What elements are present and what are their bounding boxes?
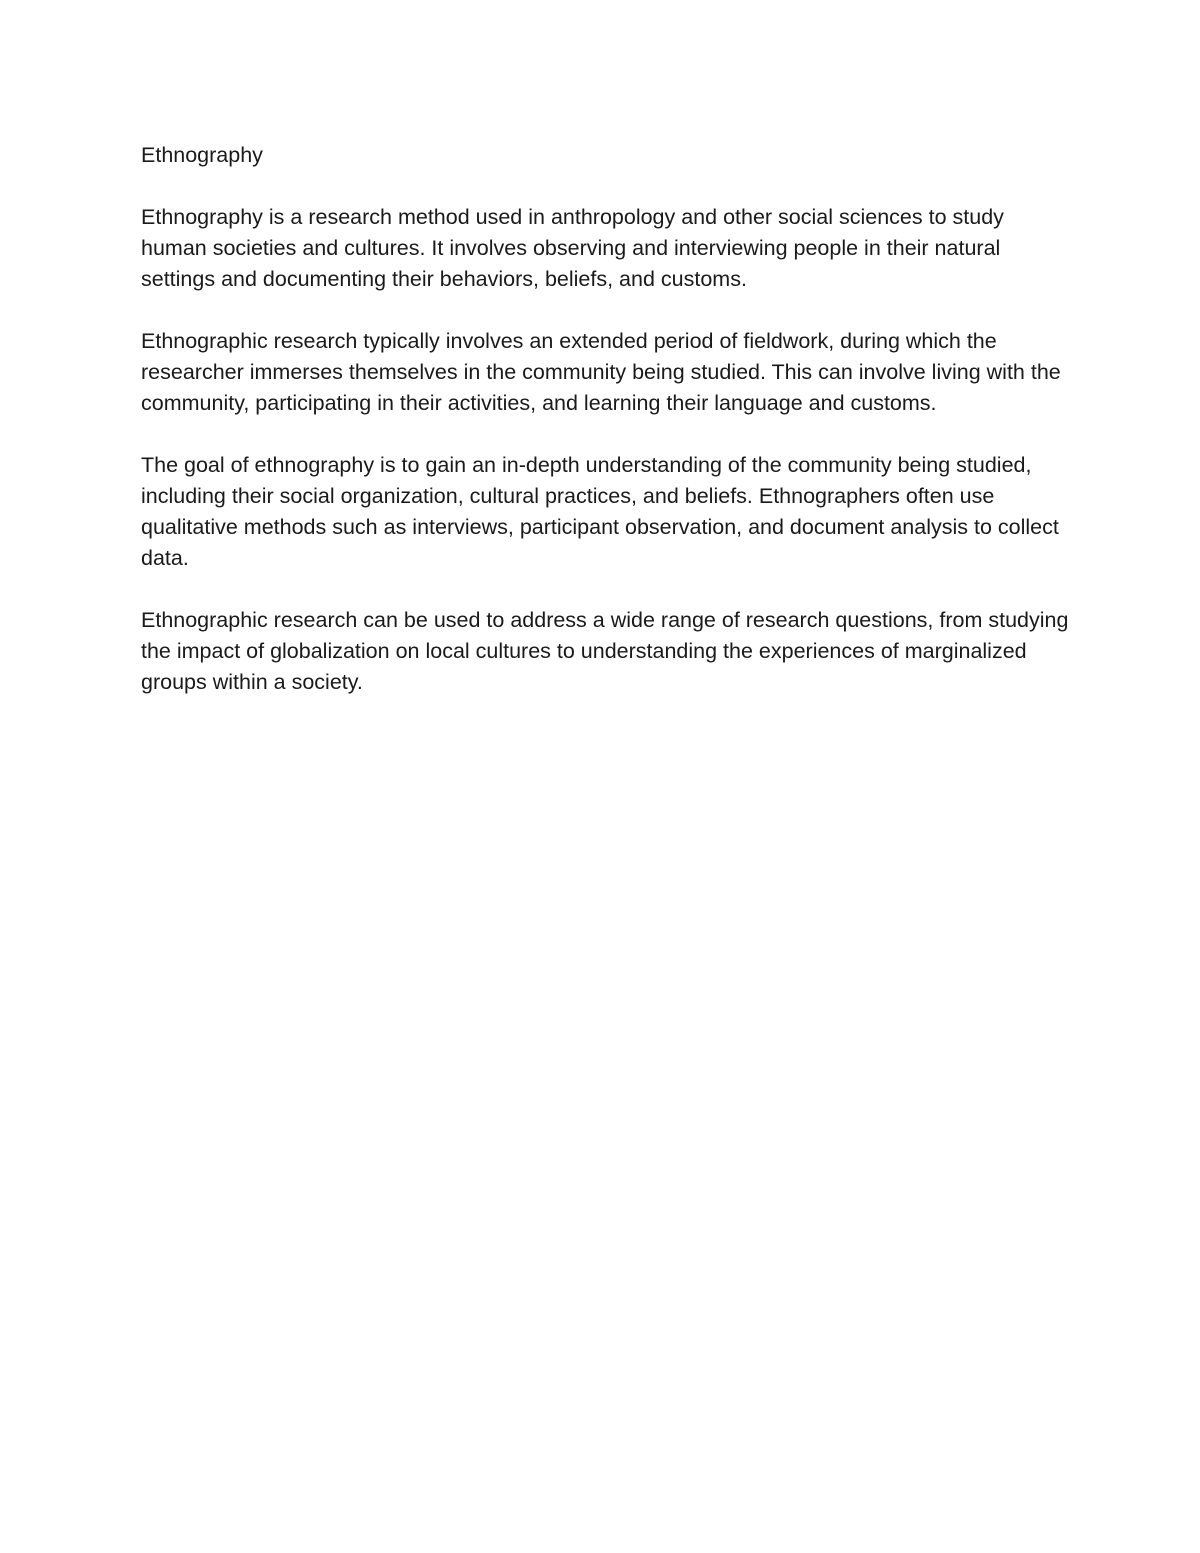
paragraph-fieldwork: Ethnographic research typically involves an extended period of fieldwork, during which the researcher immerses themselves in the community being studied. This can involve living with the community, participating in their activities, and learning their language and customs. [141, 329, 1061, 415]
paragraph-applications: Ethnographic research can be used to address a wide range of research questions, from studying the impact of globalization on local cultures to understanding the experiences of marginalized groups within a society. [141, 608, 1069, 694]
document-body [141, 140, 1071, 698]
paragraph-goal: The goal of ethnography is to gain an in-depth understanding of the community being studied, including their social organization, cultural practices, and beliefs. Ethnographers often use qualitative methods such as interviews, participant observation, and document analysis to collect data. [141, 453, 1059, 570]
paragraph-definition: Ethnography is a research method used in anthropology and other social sciences to study human societies and cultures. It involves observing and interviewing people in their natural settings and documenting their behaviors, beliefs, and customs. [141, 205, 1004, 291]
document-title: Ethnography [141, 143, 263, 167]
